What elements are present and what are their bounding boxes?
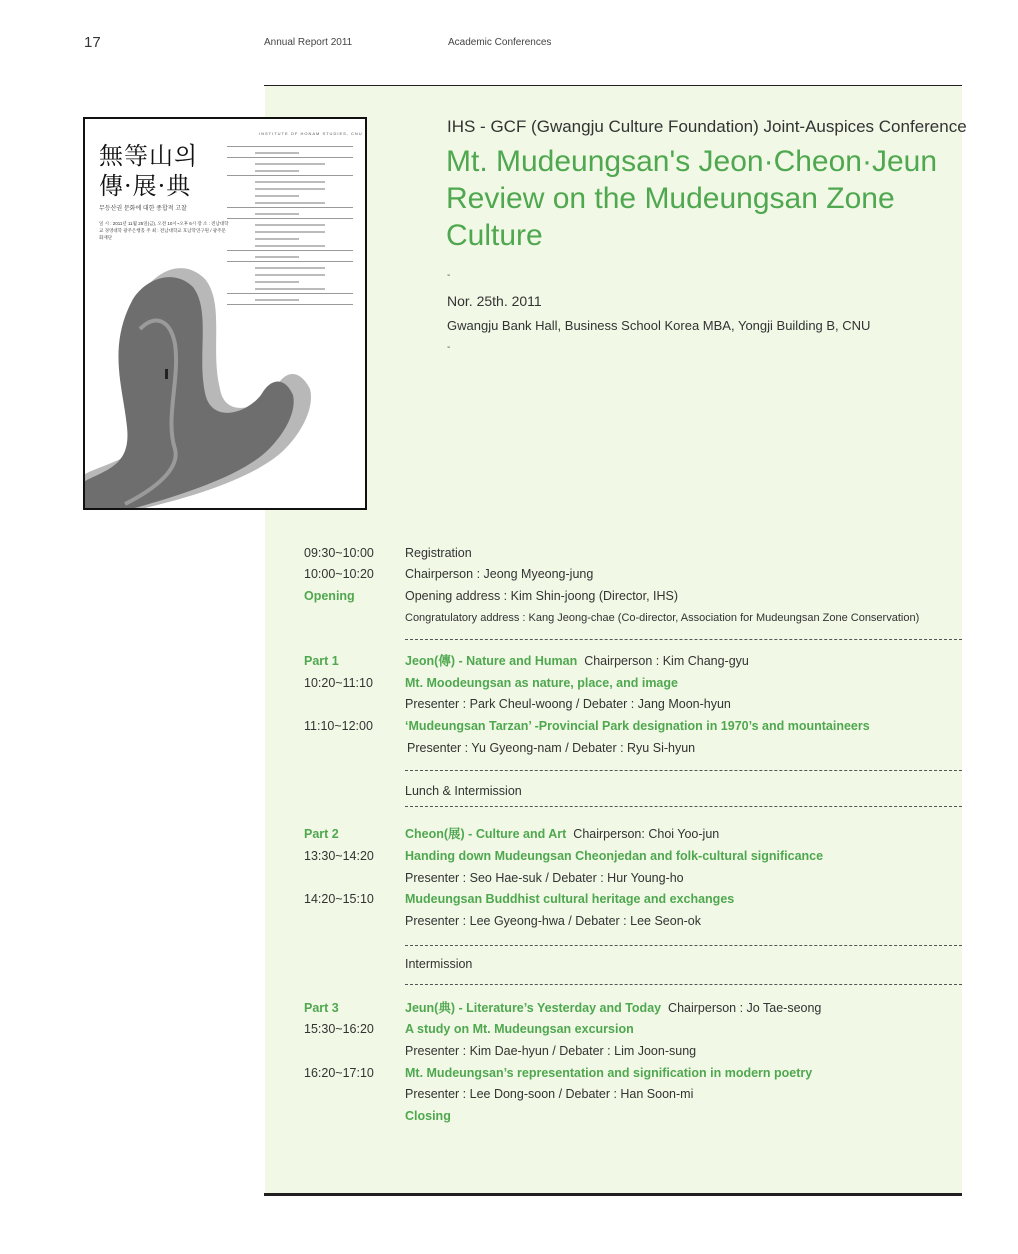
time-slot: 10:20~11:10 xyxy=(304,676,373,690)
presentation-title: Mt. Moodeungsan as nature, place, and image xyxy=(405,676,678,690)
running-header-report: Annual Report 2011 xyxy=(264,37,353,48)
schedule-item: Registration xyxy=(405,546,472,560)
part-title: Cheon(展) - Culture and Art xyxy=(405,827,567,841)
running-header-section: Academic Conferences xyxy=(448,37,552,48)
part-label: Part 1 xyxy=(304,654,339,668)
time-slot: 15:30~16:20 xyxy=(304,1022,374,1036)
time-slot: 14:20~15:10 xyxy=(304,892,374,906)
presenter-line: Presenter : Yu Gyeong-nam / Debater : Ryu Si-hyun xyxy=(407,741,696,755)
conference-title-line2: Review on the Mudeungsan Zone Culture xyxy=(446,182,895,252)
part-heading xyxy=(405,1000,821,1016)
conference-venue: Gwangju Bank Hall, Business School Korea MBA, Yongji Building B, CNU xyxy=(447,318,871,333)
session-label: Opening xyxy=(304,589,355,603)
presenter-line: Presenter : Park Cheul-woong / Debater : Jang Moon-hyun xyxy=(405,697,731,711)
time-slot: 11:10~12:00 xyxy=(304,719,373,733)
conference-title xyxy=(446,143,956,254)
presentation-title: Handing down Mudeungsan Cheonjedan and folk-cultural significance xyxy=(405,849,824,863)
poster-title-line2: 傳·展·典 xyxy=(99,172,192,200)
dashed-separator xyxy=(405,984,962,985)
part-heading xyxy=(405,653,749,669)
dashed-separator xyxy=(405,806,962,807)
dashed-separator xyxy=(405,639,962,640)
time-slot: 10:00~10:20 xyxy=(304,567,374,581)
presentation-title: Mudeungsan Buddhist cultural heritage and exchanges xyxy=(405,892,735,906)
time-slot: 13:30~14:20 xyxy=(304,849,374,863)
time-slot: 09:30~10:00 xyxy=(304,546,374,560)
schedule-item: Congratulatory address : Kang Jeong-chae (Co-director, Association for Mudeungsan Zone Conservation) xyxy=(405,612,920,624)
closing-item: Closing xyxy=(405,1109,451,1123)
part-chair: Chairperson: Choi Yoo-jun xyxy=(573,827,720,841)
part-chair: Chairperson : Jo Tae-seong xyxy=(668,1001,822,1015)
part-heading xyxy=(405,826,719,842)
break-item: Intermission xyxy=(405,957,473,971)
time-slot: 16:20~17:10 xyxy=(304,1066,374,1080)
dashed-separator xyxy=(405,770,962,771)
poster-title xyxy=(99,141,198,201)
poster-info: 일 시 : 2011년 11월 25일(금), 오전 10시~오후 6시 장 소 : 전남대학교 경영대학 광주은행홀 주 최 : 전남대학교 호남학연구원 / 광주문화재단 xyxy=(99,221,229,240)
bottom-rule xyxy=(264,1193,962,1196)
presenter-line: Presenter : Seo Hae-suk / Debater : Hur Young-ho xyxy=(405,871,684,885)
part-title: Jeon(傳) - Nature and Human xyxy=(405,654,578,668)
presentation-title: ‘Mudeungsan Tarzan’ -Provincial Park designation in 1970’s and mountaineers xyxy=(405,719,870,733)
dash-marker: - xyxy=(447,342,451,353)
conference-title-line1: Mt. Mudeungsan's Jeon·Cheon·Jeun xyxy=(446,145,938,178)
presenter-line: Presenter : Lee Dong-soon / Debater : Han Soon-mi xyxy=(405,1087,694,1101)
conference-date: Nor. 25th. 2011 xyxy=(447,293,542,309)
page-number: 17 xyxy=(84,34,101,51)
part-label: Part 3 xyxy=(304,1001,339,1015)
part-title: Jeun(典) - Literature’s Yesterday and Today xyxy=(405,1001,662,1015)
poster-subtitle: 무등산권 문화에 대한 종합적 고찰 xyxy=(99,206,187,212)
schedule-item: Chairperson : Jeong Myeong-jung xyxy=(405,567,594,581)
schedule-item: Opening address : Kim Shin-joong (Director, IHS) xyxy=(405,589,679,603)
break-item: Lunch & Intermission xyxy=(405,784,522,798)
presenter-line: Presenter : Kim Dae-hyun / Debater : Lim Joon-sung xyxy=(405,1044,697,1058)
poster-mountain-art xyxy=(85,259,365,508)
poster-institute: INSTITUTE OF HONAM STUDIES, CNU xyxy=(259,131,363,136)
presentation-title: Mt. Mudeungsan’s representation and signification in modern poetry xyxy=(405,1066,813,1080)
presentation-title: A study on Mt. Mudeungsan excursion xyxy=(405,1022,634,1036)
dash-marker: - xyxy=(447,270,451,281)
part-label: Part 2 xyxy=(304,827,339,841)
dashed-separator xyxy=(405,945,962,946)
presenter-line: Presenter : Lee Gyeong-hwa / Debater : Lee Seon-ok xyxy=(405,914,702,928)
conference-subtitle: IHS - GCF (Gwangju Culture Foundation) Joint-Auspices Conference xyxy=(447,117,967,136)
poster-title-line1: 無等山의 xyxy=(99,142,199,170)
conference-poster xyxy=(83,117,367,510)
part-chair: Chairperson : Kim Chang-gyu xyxy=(584,654,749,668)
